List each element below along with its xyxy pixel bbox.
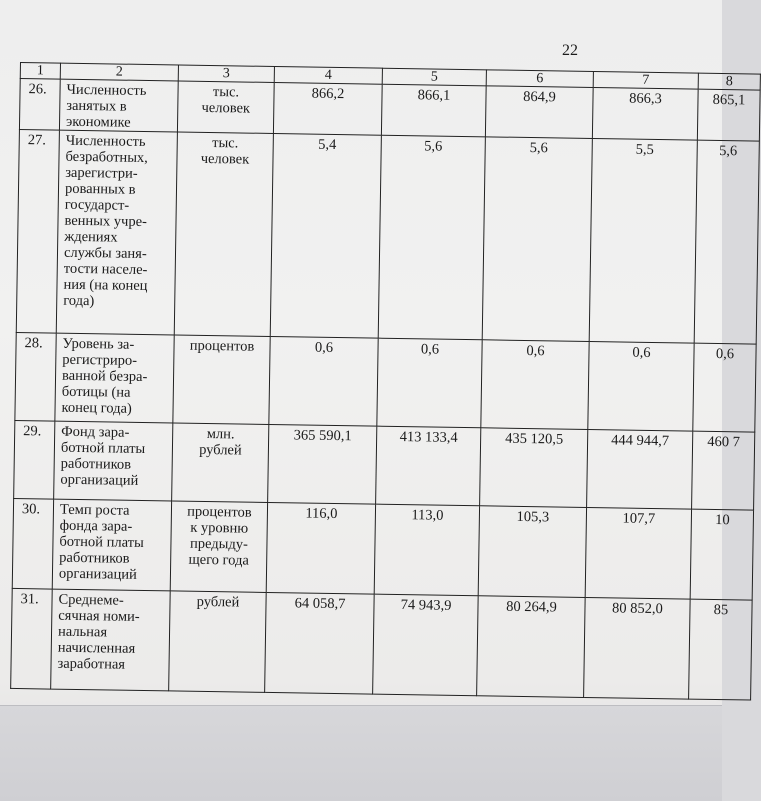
unit-line: рублей [199, 441, 242, 459]
value-cell: 865,1 [697, 89, 760, 141]
value-cell: 0,6 [588, 341, 694, 431]
value-cell: 0,6 [481, 340, 589, 430]
indicator-name-line: венных учре- [64, 212, 148, 231]
unit-of-measure [170, 501, 267, 592]
value-cell: 113,0 [374, 504, 479, 596]
value-cell: 10 [690, 509, 753, 600]
unit-line: щего года [188, 551, 249, 569]
value-cell: 866,2 [273, 82, 382, 135]
value-cell: 80 852,0 [584, 597, 691, 699]
unit-line: к уровню [190, 519, 249, 537]
value-cell: 105,3 [478, 506, 586, 598]
unit-of-measure [177, 81, 274, 134]
column-header: 5 [382, 68, 486, 86]
value-cell: 365 590,1 [268, 424, 377, 504]
unit-line: человек [201, 99, 251, 117]
row-number: 31. [11, 588, 53, 689]
unit-line: тыс. [212, 84, 240, 101]
indicator-name-line: фонда зара- [59, 517, 133, 535]
indicator-name-line: Численность [65, 132, 146, 150]
indicator-name-line: службы заня- [63, 244, 147, 263]
row-number: 30. [12, 498, 53, 589]
value-cell: 0,6 [269, 336, 378, 426]
unit-of-measure [173, 335, 270, 424]
indicator-name [55, 333, 174, 423]
indicator-name-line: занятых в [66, 97, 127, 115]
indicator-name-line: ния (на конец [63, 276, 148, 295]
indicator-name-line: Среднеме- [58, 591, 124, 609]
unit-line: процентов [187, 503, 252, 521]
indicator-name-line: заработная [57, 655, 126, 673]
column-header: 6 [486, 70, 593, 88]
indicator-name-line: экономике [65, 113, 131, 131]
unit-line: предыду- [189, 535, 248, 553]
unit-of-measure [169, 591, 267, 692]
indicator-name-line: рованных в [64, 180, 136, 198]
unit-line: процентов [189, 337, 255, 355]
value-cell: 435 120,5 [480, 428, 588, 508]
value-cell: 5,4 [270, 133, 381, 338]
column-header: 4 [274, 66, 382, 84]
indicator-name [56, 130, 177, 335]
table-row [11, 588, 752, 700]
unit-of-measure [172, 423, 269, 502]
statistics-table [10, 62, 761, 701]
table-row [12, 498, 753, 600]
row-number: 26. [19, 79, 60, 131]
value-cell: 107,7 [585, 507, 691, 599]
value-cell: 444 944,7 [587, 429, 693, 509]
indicator-name-line: работников [59, 549, 130, 567]
value-cell: 5,6 [378, 135, 485, 340]
document-sheet [10, 62, 760, 701]
indicator-name-line: организаций [60, 471, 139, 489]
indicator-name [51, 589, 171, 691]
indicator-name [52, 499, 171, 591]
indicator-name-line: года) [63, 292, 95, 310]
value-cell: 866,3 [592, 88, 698, 141]
indicator-name-line: регистриро- [62, 351, 138, 369]
value-cell: 864,9 [485, 86, 593, 139]
column-header: 2 [60, 63, 178, 81]
desk-surface [0, 705, 722, 801]
indicator-name-line: работников [60, 455, 132, 473]
column-header: 8 [698, 73, 760, 90]
indicator-name-line: ботицы (на [61, 383, 131, 401]
unit-line: млн. [206, 425, 235, 443]
indicator-name-line: Численность [66, 81, 147, 99]
row-number: 27. [16, 129, 59, 333]
indicator-name [54, 421, 173, 501]
value-cell: 413 133,4 [376, 426, 481, 506]
table-row [16, 129, 759, 344]
table-row [15, 332, 756, 432]
value-cell: 80 264,9 [477, 596, 586, 698]
unit-line: человек [200, 150, 250, 168]
indicator-name-line: ждениях [64, 228, 118, 246]
value-cell: 5,6 [482, 137, 592, 342]
value-cell: 64 058,7 [265, 592, 375, 694]
value-cell: 0,6 [377, 338, 482, 428]
row-number: 29. [14, 420, 55, 499]
indicator-name-line: организаций [58, 565, 137, 583]
value-cell: 116,0 [266, 502, 375, 594]
indicator-name [59, 79, 178, 132]
unit-of-measure [174, 132, 273, 336]
column-header: 3 [178, 65, 274, 83]
value-cell: 85 [689, 599, 753, 700]
indicator-name-line: безработных, [65, 148, 149, 167]
value-cell: 866,1 [381, 84, 486, 137]
indicator-name-line: начисленная [57, 639, 136, 657]
indicator-name-line: ванной безра- [61, 367, 148, 386]
page-number: 22 [562, 42, 578, 59]
table-body [11, 79, 760, 701]
indicator-name-line: нальная [57, 623, 108, 641]
value-cell: 5,5 [589, 138, 697, 343]
unit-line: тыс. [212, 135, 239, 152]
indicator-name-line: ботной платы [60, 439, 146, 458]
indicator-name-line: Темп роста [59, 501, 130, 519]
indicator-name-line: сячная номи- [58, 607, 140, 625]
value-cell: 460 7 [692, 431, 755, 510]
indicator-name-line: Уровень за- [62, 335, 135, 353]
value-cell: 5,6 [694, 140, 759, 344]
indicator-name-line: конец года) [61, 399, 132, 417]
indicator-name-line: государст- [64, 196, 130, 214]
indicator-name-line: тости населе- [63, 260, 148, 279]
table-row [14, 420, 755, 510]
indicator-name-line: Фонд зара- [61, 423, 130, 441]
column-header: 7 [593, 72, 698, 90]
column-header: 1 [20, 63, 60, 80]
indicator-name-line: ботной платы [59, 533, 144, 552]
row-number: 28. [15, 332, 56, 421]
unit-line: рублей [196, 593, 240, 611]
indicator-name-line: зарегистри- [65, 164, 138, 182]
value-cell: 74 943,9 [373, 594, 479, 696]
value-cell: 0,6 [693, 343, 756, 432]
